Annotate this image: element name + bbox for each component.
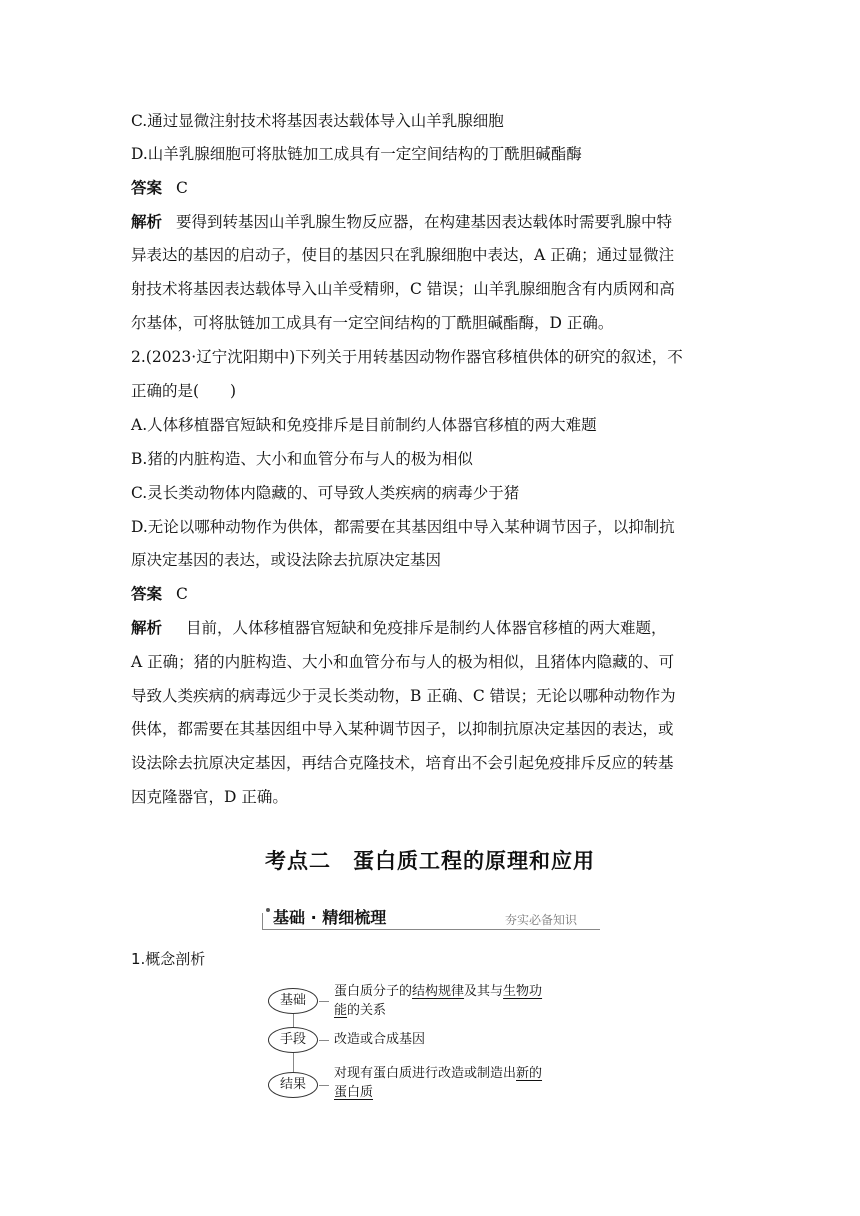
banner-dot-icon (266, 908, 270, 912)
q2-stem-line-1: 2.(2023·辽宁沈阳期中)下列关于用转基因动物作器官移植供体的研究的叙述，不 (131, 348, 683, 366)
q1-analysis-line-1 (131, 211, 672, 233)
answer-label: 答案 (131, 585, 163, 603)
diagram-text-result: 对现有蛋白质进行改造或制造出新的 蛋白质 (334, 1066, 543, 1100)
q2-analysis-line-1 (131, 617, 667, 639)
q1-analysis-line-3: 射技术将基因表达载体导入山羊受精卵，C 错误；山羊乳腺细胞含有内质网和高 (131, 280, 675, 298)
banner-tick (262, 913, 263, 929)
answer-value: C (176, 179, 188, 197)
diagram-node-basis: 基础 (268, 988, 318, 1014)
q2-analysis-line-4: 供体，都需要在其基因组中导入某种调节因子，以抑制抗原决定基因的表达，或 (131, 720, 674, 738)
diagram-node-means: 手段 (268, 1027, 318, 1053)
q1-option-d: D.山羊乳腺细胞可将肽链加工成具有一定空间结构的丁酰胆碱酯酶 (131, 145, 582, 163)
q2-analysis-line-5: 设法除去抗原决定基因，再结合克隆技术，培育出不会引起免疫排斥反应的转基 (131, 754, 674, 772)
section-title: 考点二 蛋白质工程的原理和应用 (265, 849, 595, 873)
q2-option-c: C.灵长类动物体内隐藏的、可导致人类疾病的病毒少于猪 (131, 484, 520, 502)
analysis-text: 要得到转基因山羊乳腺生物反应器，在构建基因表达载体时需要乳腺中特 (176, 213, 673, 231)
banner-underline (262, 929, 600, 930)
subheading: 1.概念剖析 (131, 950, 206, 968)
analysis-text: 目前，人体移植器官短缺和免疫排斥是制约人体器官移植的两大难题， (186, 619, 667, 637)
q2-option-d-line-2: 原决定基因的表达，或设法除去抗原决定基因 (131, 551, 442, 569)
q2-option-a: A.人体移植器官短缺和免疫排斥是目前制约人体器官移植的两大难题 (131, 416, 597, 434)
section-banner (258, 905, 600, 931)
diagram-text-basis: 蛋白质分子的结构规律及其与生物功 能的关系 (334, 984, 543, 1018)
answer-value: C (176, 585, 188, 603)
q1-option-c: C.通过显微注射技术将基因表达载体导入山羊乳腺细胞 (131, 112, 504, 130)
q1-analysis-line-2: 异表达的基因的启动子，使目的基因只在乳腺细胞中表达，A 正确；通过显微注 (131, 246, 675, 264)
q2-analysis-line-6: 因克隆器官，D 正确。 (131, 788, 288, 806)
q2-analysis-line-3: 导致人类疾病的病毒远少于灵长类动物，B 正确、C 错误；无论以哪种动物作为 (131, 687, 676, 705)
q1-answer (131, 177, 188, 199)
banner-title: 基础 · 精细梳理 (273, 908, 387, 927)
banner-subtitle: 夯实必备知识 (505, 913, 578, 927)
diagram-link (319, 1085, 329, 1086)
q1-analysis-line-4: 尔基体，可将肽链加工成具有一定空间结构的丁酰胆碱酯酶，D 正确。 (131, 314, 614, 332)
diagram-text-means: 改造或合成基因 (334, 1032, 426, 1047)
analysis-label: 解析 (131, 619, 163, 637)
q2-option-d-line-1: D.无论以哪种动物作为供体，都需要在其基因组中导入某种调节因子，以抑制抗 (131, 518, 675, 536)
q2-analysis-line-2: A 正确；猪的内脏构造、大小和血管分布与人的极为相似，且猪体内隐藏的、可 (131, 653, 675, 671)
answer-label: 答案 (131, 179, 163, 197)
diagram-link (319, 1001, 329, 1002)
diagram-link (319, 1040, 329, 1041)
q2-stem-line-2: 正确的是( ) (131, 382, 237, 400)
analysis-label: 解析 (131, 213, 163, 231)
diagram-node-result: 结果 (268, 1072, 318, 1098)
q2-answer (131, 583, 188, 605)
q2-option-b: B.猪的内脏构造、大小和血管分布与人的极为相似 (131, 450, 473, 468)
concept-diagram (268, 980, 608, 1105)
